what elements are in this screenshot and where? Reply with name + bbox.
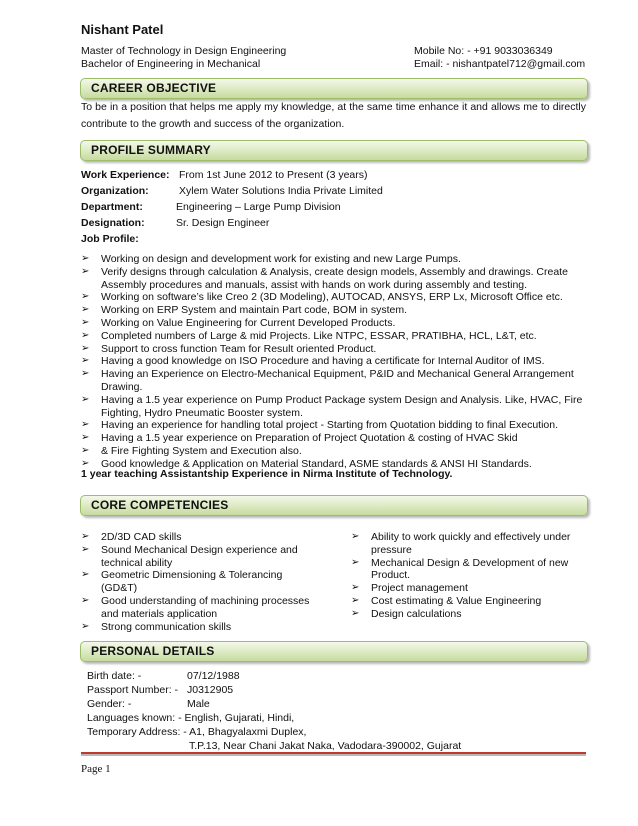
section-title: CAREER OBJECTIVE [91, 81, 217, 95]
list-item: ➢ Having a good knowledge on ISO Procedure and having a certificate for Internal Auditor of IMS. [81, 355, 586, 368]
address-line-2: T.P.13, Near Chani Jakat Naka, Vadodara-390002, Gujarat [189, 740, 462, 752]
department-label: Department: [81, 201, 143, 213]
list-item: ➢ Good understanding of machining processes and materials application [81, 595, 316, 621]
passport-label: Passport Number: - [87, 684, 179, 696]
job-profile-label: Job Profile: [81, 233, 139, 245]
mobile-number: Mobile No: - +91 9033036349 [414, 45, 553, 57]
section-title: CORE COMPETENCIES [91, 498, 229, 512]
candidate-name: Nishant Patel [81, 22, 164, 37]
gender-row [87, 698, 210, 710]
designation-row [81, 217, 269, 229]
list-item: ➢ Verify designs through calculation & Analysis, create design models, Assembly and drawings. Create Assembly procedures and manuals, assist with hands on work during assembly and testing. [81, 266, 586, 292]
designation-label: Designation: [81, 217, 145, 229]
address-row [87, 726, 306, 738]
section-header-core-competencies [80, 495, 588, 516]
list-item: ➢ & Fire Fighting System and Execution also. [81, 445, 586, 458]
department-value: Engineering – Large Pump Division [176, 201, 341, 213]
email-address[interactable]: Email: - nishantpatel712@gmail.com [414, 58, 586, 70]
address-label: Temporary Address: - [87, 726, 187, 738]
work-experience-label: Work Experience: [81, 169, 170, 181]
career-objective-text: To be in a position that helps me apply my knowledge, at the same time enhance it and allows me to directly contribute to the growth and success of the organization. [81, 101, 586, 130]
gender-value: Male [187, 698, 210, 710]
section-header-career-objective [80, 78, 588, 99]
address-line-1: A1, Bhagyalaxmi Duplex, [189, 726, 307, 738]
competencies-right-list [351, 531, 586, 621]
organization-label: Organization: [81, 185, 149, 197]
footer-divider-gray [81, 754, 586, 756]
birth-date-value: 07/12/1988 [187, 670, 240, 682]
organization-row [81, 185, 383, 197]
passport-value: J0312905 [187, 684, 234, 696]
list-item: ➢ Strong communication skills [81, 621, 316, 634]
degree-masters: Master of Technology in Design Engineering [81, 45, 287, 57]
work-experience-row [81, 169, 368, 181]
list-item: ➢ 2D/3D CAD skills [81, 531, 316, 544]
list-item: ➢ Completed numbers of Large & mid Projects. Like NTPC, ESSAR, PRATIBHA, HCL, L&T, etc. [81, 330, 586, 343]
list-item: ➢ Having an Experience on Electro-Mechanical Equipment, P&ID and Mechanical General Arrangement Drawing. [81, 368, 586, 394]
languages-label: Languages known: - [87, 712, 182, 724]
list-item: ➢ Working on Value Engineering for Current Developed Products. [81, 317, 586, 330]
list-item: ➢ Working on ERP System and maintain Part code, BOM in system. [81, 304, 586, 317]
list-item: ➢ Design calculations [351, 608, 586, 621]
list-item: ➢ Geometric Dimensioning & Tolerancing (GD&T) [81, 569, 316, 595]
list-item: ➢ Having a 1.5 year experience on Pump Product Package system Design and Analysis. Like, HVAC, Fire Fighting, Hydro Pneumatic Booster system. [81, 394, 586, 420]
list-item: ➢ Having an experience for handling total project - Starting from Quotation bidding to final Execution. [81, 419, 586, 432]
list-item: ➢ Cost estimating & Value Engineering [351, 595, 586, 608]
list-item: ➢ Support to cross function Team for Result oriented Product. [81, 343, 586, 356]
list-item: ➢ Good knowledge & Application on Material Standard, ASME standards & ANSI HI Standards. [81, 458, 586, 471]
designation-value: Sr. Design Engineer [176, 217, 270, 229]
department-row [81, 201, 341, 213]
page-number: Page 1 [81, 763, 111, 775]
organization-value: Xylem Water Solutions India Private Limited [179, 185, 383, 197]
section-header-personal-details [80, 641, 588, 662]
gender-label: Gender: - [87, 698, 132, 710]
list-item: ➢ Working on design and development work for existing and new Large Pumps. [81, 253, 586, 266]
competencies-left-list [81, 531, 316, 633]
job-profile-list [81, 253, 586, 471]
section-title: PERSONAL DETAILS [91, 644, 215, 658]
section-header-profile-summary [80, 140, 588, 161]
list-item: ➢ Having a 1.5 year experience on Preparation of Project Quotation & costing of HVAC Skid [81, 432, 586, 445]
languages-value: English, Gujarati, Hindi, [184, 712, 295, 724]
degree-bachelors: Bachelor of Engineering in Mechanical [81, 58, 261, 70]
passport-row [87, 684, 233, 696]
list-item: ➢ Working on software’s like Creo 2 (3D Modeling), AUTOCAD, ANSYS, ERP Lx, Microsoft Office etc. [81, 291, 586, 304]
languages-row [87, 712, 294, 724]
teaching-experience: 1 year teaching Assistantship Experience in Nirma Institute of Technology. [81, 468, 453, 480]
work-experience-value: From 1st June 2012 to Present (3 years) [179, 169, 368, 181]
list-item: ➢ Sound Mechanical Design experience and technical ability [81, 544, 316, 570]
birth-date-label: Birth date: - [87, 670, 142, 682]
birth-date-row [87, 670, 240, 682]
job-profile-heading [81, 233, 139, 245]
list-item: ➢ Project management [351, 582, 586, 595]
section-title: PROFILE SUMMARY [91, 143, 211, 157]
list-item: ➢ Mechanical Design & Development of new Product. [351, 557, 586, 583]
list-item: ➢ Ability to work quickly and effectively under pressure [351, 531, 586, 557]
